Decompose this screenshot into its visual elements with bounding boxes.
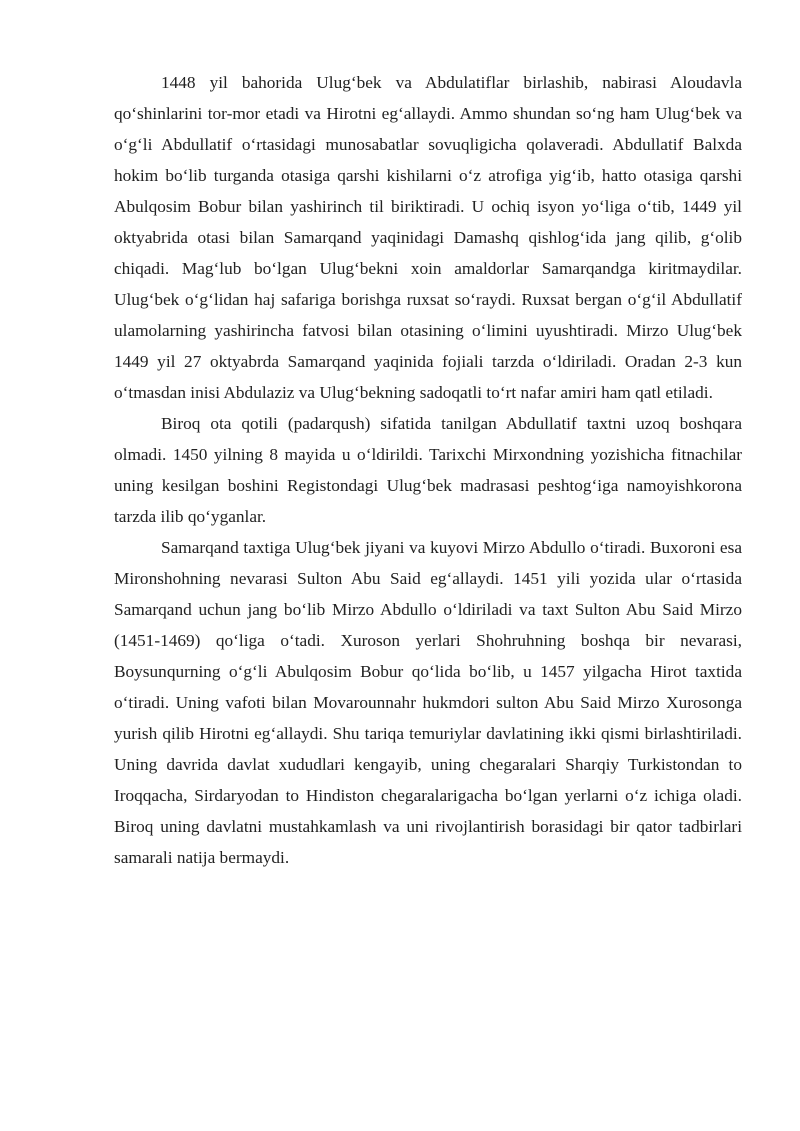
paragraph-3: Samarqand taxtiga Ulug‘bek jiyani va kuyovi Mirzo Abdullo o‘tiradi. Buxoroni esa Mironshohning nevarasi Sulton Abu Said eg‘allaydi. 1451 yili yozida ular o‘rtasida Samarqand uchun jang bo‘lib Mirzo Abdullo o‘ldiriladi va taxt Sulton Abu Said Mirzo (1451-1469) qo‘liga o‘tadi. Xuroson yerlari Shohruhning boshqa bir nevarasi, Boysunqurning o‘g‘li Abulqosim Bobur qo‘lida bo‘lib, u 1457 yilgacha Hirot taxtida o‘tiradi. Uning vafoti bilan Movarounnahr hukmdori sulton Abu Said Mirzo Xurosonga yurish qilib Hirotni eg‘allaydi. Shu tariqa temuriylar davlatining ikki qismi birlashtiriladi. Uning davrida davlat xududlari kengayib, uning chegaralari Sharqiy Turkistondan to Iroqqacha, Sirdaryodan to Hindiston chegaralarigacha bo‘lgan yerlarni o‘z ichiga oladi. Biroq uning davlatni mustahkamlash va uni rivojlantirish borasidagi bir qator tadbirlari samarali natija bermaydi. bbox=[114, 538, 742, 867]
paragraph-1: 1448 yil bahorida Ulug‘bek va Abdulatiflar birlashib, nabirasi Aloudavla qo‘shinlarini tor-mor etadi va Hirotni eg‘allaydi. Ammo shundan so‘ng ham Ulug‘bek va o‘g‘li Abdullatif o‘rtasidagi munosabatlar sovuqligicha qolaveradi. Abdullatif Balxda hokim bo‘lib turganda otasiga qarshi kishilarni o‘z atrofiga yig‘ib, hatto otasiga qarshi Abulqosim Bobur bilan yashirinch til biriktiradi. U ochiq isyon yo‘liga o‘tib, 1449 yil oktyabrida otasi bilan Samarqand yaqinidagi Damashq qishlog‘ida jang qilib, g‘olib chiqadi. Mag‘lub bo‘lgan Ulug‘bekni xoin amaldorlar Samarqandga kiritmaydilar. Ulug‘bek o‘g‘lidan haj safariga borishga ruxsat so‘raydi. Ruxsat bergan o‘g‘il Abdullatif ulamolarning yashirincha fatvosi bilan otasining o‘limini uyushtiradi. Mirzo Ulug‘bek 1449 yil 27 oktyabrda Samarqand yaqinida fojiali tarzda o‘ldiriladi. Oradan 2-3 kun o‘tmasdan inisi Abdulaziz va Ulug‘bekning sadoqatli to‘rt nafar amiri ham qatl etiladi. bbox=[114, 73, 742, 402]
paragraph-2: Biroq ota qotili (padarqush) sifatida tanilgan Abdullatif taxtni uzoq boshqara olmadi. 1450 yilning 8 mayida u o‘ldirildi. Tarixchi Mirxondning yozishicha fitnachilar uning kesilgan boshini Registondagi Ulug‘bek madrasasi peshtog‘iga namoyishkorona tarzda ilib qo‘yganlar. bbox=[114, 414, 742, 526]
document-page bbox=[114, 67, 742, 873]
